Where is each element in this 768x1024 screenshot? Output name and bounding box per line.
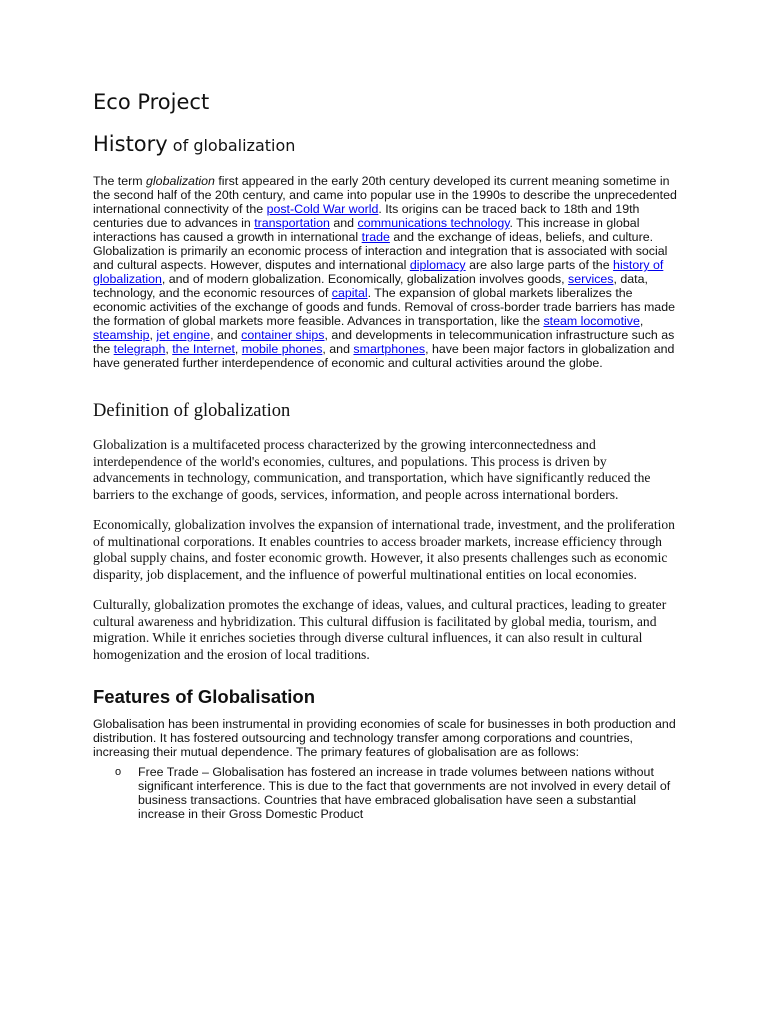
text-run: , and of modern globalization. Economically, globalization involves goods, [161, 272, 569, 286]
text-run: , [149, 328, 157, 342]
features-intro: Globalisation has been instrumental in providing economies of scale for businesses in both production and distribution. It has fostered outsourcing and technology transfer among corporations and countries, increasing their mutual dependence. The primary features of globalisation are as follows: [93, 717, 676, 759]
text-run: , have been major factors in globalization and have generated further interdependence of economic and cultural activities around the globe. [93, 342, 675, 370]
history-heading-main: History [93, 132, 168, 156]
text-run: , and [322, 342, 354, 356]
text-run: , and developments in telecommunication infrastructure such as the [93, 328, 675, 356]
definition-paragraph-2: Economically, globalization involves the expansion of international trade, investment, and the proliferation of multinational corporations. It enables countries to access broader markets, increase efficiency through global supply chains, and foster economic growth. However, it also presents challenges such as economic disparity, job displacement, and the influence of powerful multinational entities on local economies. [93, 517, 675, 582]
link-post-cold-war[interactable]: post-Cold War world [266, 202, 379, 216]
link-communications-technology[interactable]: communications technology [357, 216, 510, 230]
text-run: . This increase in global interactions has caused a growth in international [93, 216, 640, 244]
link-telegraph[interactable]: telegraph [113, 342, 166, 356]
features-list [93, 765, 683, 821]
text-run: The term [93, 174, 147, 188]
text-run: first appeared in the early 20th century developed its current meaning sometime in the second half of the 20th century, and came into popular use in the 1990s to describe the unprecedented international connectivity of the [93, 174, 677, 216]
list-item [93, 765, 683, 821]
text-run: and the exchange of ideas, beliefs, and culture. Globalization is primarily an economic process of interaction and integration that is associated with social and cultural aspects. However, disputes and international [93, 230, 668, 272]
text-run: , data, technology, and the economic resources of [93, 272, 648, 300]
link-trade[interactable]: trade [361, 230, 390, 244]
link-container-ships[interactable]: container ships [241, 328, 325, 342]
link-services[interactable]: services [568, 272, 614, 286]
text-run: and [329, 216, 358, 230]
link-steam-locomotive[interactable]: steam locomotive [543, 314, 640, 328]
link-smartphones[interactable]: smartphones [353, 342, 426, 356]
text-run: . Its origins can be traced back to 18th and 19th centuries due to advances in [93, 202, 640, 230]
link-transportation[interactable]: transportation [254, 216, 330, 230]
link-steamship[interactable]: steamship [93, 328, 150, 342]
definition-paragraph-3: Culturally, globalization promotes the exchange of ideas, values, and cultural practices, leading to greater cultural awareness and hybridization. This cultural diffusion is facilitated by global media, tourism, and migration. While it enriches societies through diverse cultural influences, it can also result in cultural homogenization and the erosion of local traditions. [93, 597, 667, 662]
history-paragraph [93, 174, 683, 370]
text-run: are also large parts of the [465, 258, 614, 272]
text-run: , and [210, 328, 242, 342]
link-capital[interactable]: capital [331, 286, 368, 300]
text-run: , [165, 342, 173, 356]
document-page [93, 88, 683, 821]
document-title: Eco Project [93, 90, 210, 114]
text-run: , [639, 314, 644, 328]
term-emphasis: globalization [146, 174, 215, 188]
history-heading-rest: of globalization [167, 136, 296, 155]
bullet-marker: o [115, 766, 122, 778]
link-jet-engine[interactable]: jet engine [156, 328, 211, 342]
text-run: , [234, 342, 242, 356]
link-diplomacy[interactable]: diplomacy [409, 258, 466, 272]
history-heading [93, 130, 683, 160]
features-bullet-1: Free Trade – Globalisation has fostered an increase in trade volumes between nations without significant interference. This is due to the fact that governments are not involved in every detail of business transactions. Countries that have embraced globalisation have seen a substantial increase in their Gross Domestic Product [138, 765, 671, 821]
link-mobile-phones[interactable]: mobile phones [241, 342, 323, 356]
link-history-of-globalization[interactable]: history of globalization [93, 258, 664, 286]
features-heading: Features of Globalisation [93, 686, 316, 707]
definition-heading: Definition of globalization [93, 401, 291, 421]
link-the-internet[interactable]: the Internet [172, 342, 235, 356]
definition-paragraph-1: Globalization is a multifaceted process characterized by the growing interconnectedness and interdependence of the world's economies, cultures, and populations. This process is driven by advancements in technology, communication, and transportation, which have significantly reduced the barriers to the exchange of goods, services, information, and people across international borders. [93, 437, 651, 502]
text-run: . The expansion of global markets liberalizes the economic activities of the exchange of goods and funds. Removal of cross-border trade barriers has made the formation of global markets more feasible. Advances in transportation, like the [93, 286, 675, 328]
